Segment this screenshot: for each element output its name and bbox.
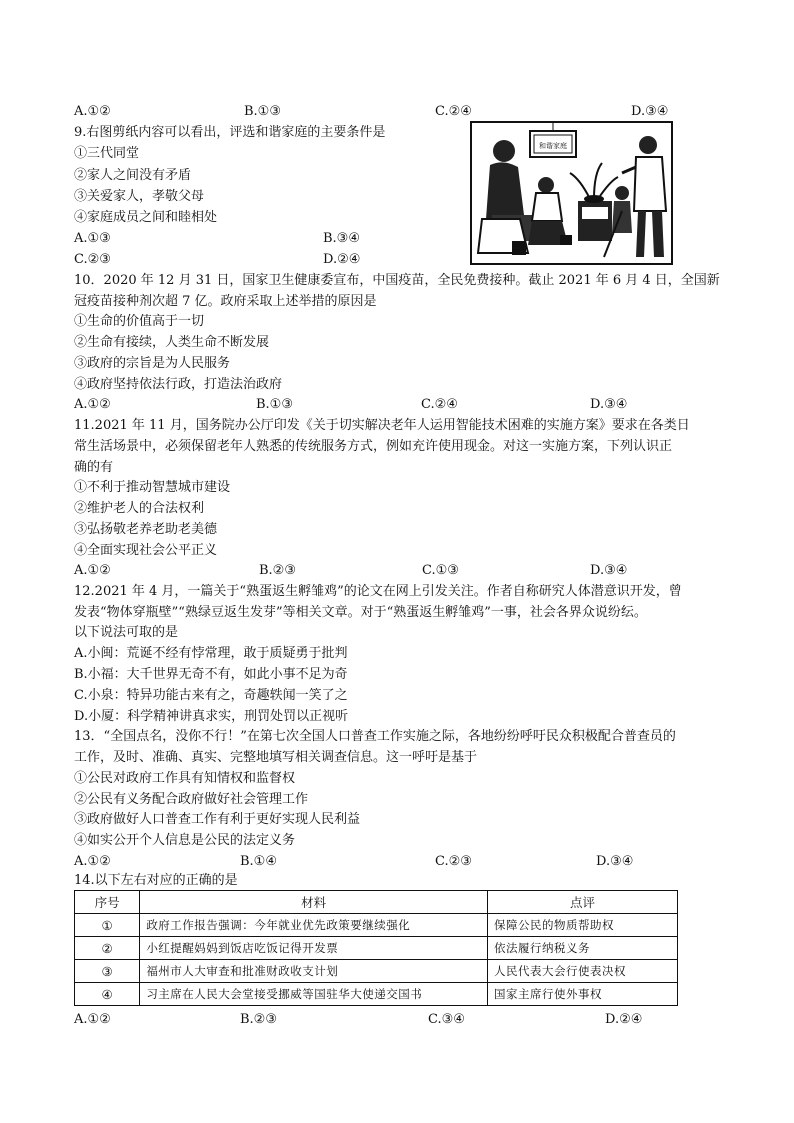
table-row [75, 914, 678, 937]
q12-option-c[interactable]: C.小泉：特异功能古来有之，奇趣轶闻一笑了之 [74, 688, 348, 703]
q11-stem-line-2: 常生活场景中，必须保留老年人熟悉的传统服务方式，例如充许使用现金。对这一实施方案，下列认识正 [74, 439, 673, 454]
q10-option-a[interactable]: A.①② [74, 397, 111, 412]
q12-option-b[interactable]: B.小福：大千世界无奇不有，如此小事不足为奇 [74, 667, 348, 682]
q10-item-3: ③政府的宗旨是为人民服务 [74, 356, 231, 371]
q11-stem-line-1: 11.2021 年 11 月，国务院办公厅印发《关于切实解决老年人运用智能技术困难的实施方案》要求在各类日 [74, 418, 690, 433]
row-no: ① [75, 914, 140, 937]
q11-item-4: ④全面实现社会公平正义 [74, 543, 218, 558]
q13-option-c[interactable]: C.②③ [435, 854, 472, 869]
q13-item-1: ①公民对政府工作具有知情权和监督权 [74, 771, 296, 786]
q10-stem-line-1: 10．2020 年 12 月 31 日，国家卫生健康委宣布，中国疫苗，全民免费接种。截止 2021 年 6 月 4 日，全国新 [74, 273, 720, 288]
q9-option-b[interactable]: B.③④ [323, 231, 360, 246]
table-header-row [75, 891, 678, 914]
row-comment: 保障公民的物质帮助权 [488, 914, 678, 937]
q13-option-d[interactable]: D.③④ [596, 854, 634, 869]
q14-table [74, 890, 678, 1006]
header-no: 序号 [75, 891, 140, 914]
q10-item-2: ②生命有接续，人类生命不断发展 [74, 335, 270, 350]
row-material: 福州市人大审查和批准财政收支计划 [140, 960, 488, 983]
q12-option-a[interactable]: A.小闽：荒诞不经有悖常理，敢于质疑勇于批判 [74, 646, 348, 661]
q10-option-b[interactable]: B.①③ [256, 397, 293, 412]
q8-option-d[interactable]: D.③④ [631, 104, 669, 119]
q13-item-4: ④如实公开个人信息是公民的法定义务 [74, 833, 296, 848]
q9-option-c[interactable]: C.②③ [74, 252, 111, 267]
q10-stem-line-2: 冠疫苗接种剂次超 7 亿。政府采取上述举措的原因是 [74, 294, 377, 309]
q11-item-3: ③弘扬敬老养老助老美德 [74, 522, 218, 537]
q11-item-1: ①不利于推动智慧城市建设 [74, 480, 231, 495]
q11-item-2: ②维护老人的合法权利 [74, 501, 205, 516]
header-material: 材料 [140, 891, 488, 914]
q9-item-4: ④家庭成员之间和睦相处 [74, 210, 218, 225]
q12-stem-line-2: 发表“物体穿瓶壁”“熟绿豆返生发芽”等相关文章。对于“熟蛋返生孵雏鸡”一事，社会各界众说纷纭。 [74, 605, 647, 620]
q14-option-a[interactable]: A.①② [74, 1012, 111, 1027]
table-row [75, 983, 678, 1006]
row-comment: 国家主席行使外事权 [488, 983, 678, 1006]
q9-option-a[interactable]: A.①③ [74, 231, 111, 246]
table-row [75, 960, 678, 983]
q14-option-d[interactable]: D.②④ [605, 1012, 643, 1027]
row-no: ② [75, 937, 140, 960]
row-material: 政府工作报告强调：今年就业优先政策要继续强化 [140, 914, 488, 937]
q8-option-b[interactable]: B.①③ [244, 104, 281, 119]
plaque-text: 和谐家庭 [539, 142, 567, 150]
q9-item-3: ③关爱家人，孝敬父母 [74, 189, 205, 204]
q13-item-3: ③政府做好人口普查工作有利于更好实现人民利益 [74, 812, 361, 827]
q11-option-b[interactable]: B.②③ [259, 563, 296, 578]
q11-stem-line-3: 确的有 [74, 460, 114, 475]
q10-item-1: ①生命的价值高于一切 [74, 314, 205, 329]
q11-option-a[interactable]: A.①② [74, 563, 111, 578]
q9-item-2: ②家人之间没有矛盾 [74, 168, 192, 183]
q13-stem-line-2: 工作，及时、准确、真实、完整地填写相关调查信息。这一呼吁是基于 [74, 750, 478, 765]
row-material: 小红提醒妈妈到饭店吃饭记得开发票 [140, 937, 488, 960]
q12-option-d[interactable]: D.小厦：科学精神讲真求实，刑罚处罚以正视听 [74, 709, 349, 724]
q11-option-c[interactable]: C.①③ [422, 563, 459, 578]
row-comment: 人民代表大会行使表决权 [488, 960, 678, 983]
q13-stem-line-1: 13．“全国点名，没你不行！”在第七次全国人口普查工作实施之际，各地纷纷呼吁民众积极配合普查员的 [74, 729, 676, 744]
table-row [75, 937, 678, 960]
q9-item-1: ①三代同堂 [74, 146, 140, 161]
q8-option-a[interactable]: A.①② [74, 104, 111, 119]
row-no: ④ [75, 983, 140, 1006]
q14-stem: 14.以下左右对应的正确的是 [74, 873, 238, 888]
q12-stem-line-1: 12.2021 年 4 月，一篇关于“熟蛋返生孵雏鸡”的论文在网上引发关注。作者自称研究人体潜意识开发，曾 [74, 584, 682, 599]
q14-option-c[interactable]: C.③④ [428, 1012, 465, 1027]
q11-option-d[interactable]: D.③④ [590, 563, 628, 578]
q10-option-c[interactable]: C.②④ [421, 397, 458, 412]
q10-item-4: ④政府坚持依法行政，打造法治政府 [74, 377, 283, 392]
q9-stem: 9.右图剪纸内容可以看出，评选和谐家庭的主要条件是 [74, 125, 386, 140]
q14-option-b[interactable]: B.②③ [240, 1012, 277, 1027]
q13-item-2: ②公民有义务配合政府做好社会管理工作 [74, 792, 309, 807]
q13-option-a[interactable]: A.①② [74, 854, 111, 869]
q8-option-c[interactable]: C.②④ [435, 104, 472, 119]
harmonious-family-papercut-image [470, 121, 673, 265]
q12-stem-line-3: 以下说法可取的是 [74, 625, 179, 640]
q10-option-d[interactable]: D.③④ [590, 397, 628, 412]
row-no: ③ [75, 960, 140, 983]
header-comment: 点评 [488, 891, 678, 914]
row-comment: 依法履行纳税义务 [488, 937, 678, 960]
q13-option-b[interactable]: B.①④ [240, 854, 277, 869]
q9-option-d[interactable]: D.②④ [323, 252, 361, 267]
row-material: 习主席在人民大会堂接受挪威等国驻华大使递交国书 [140, 983, 488, 1006]
